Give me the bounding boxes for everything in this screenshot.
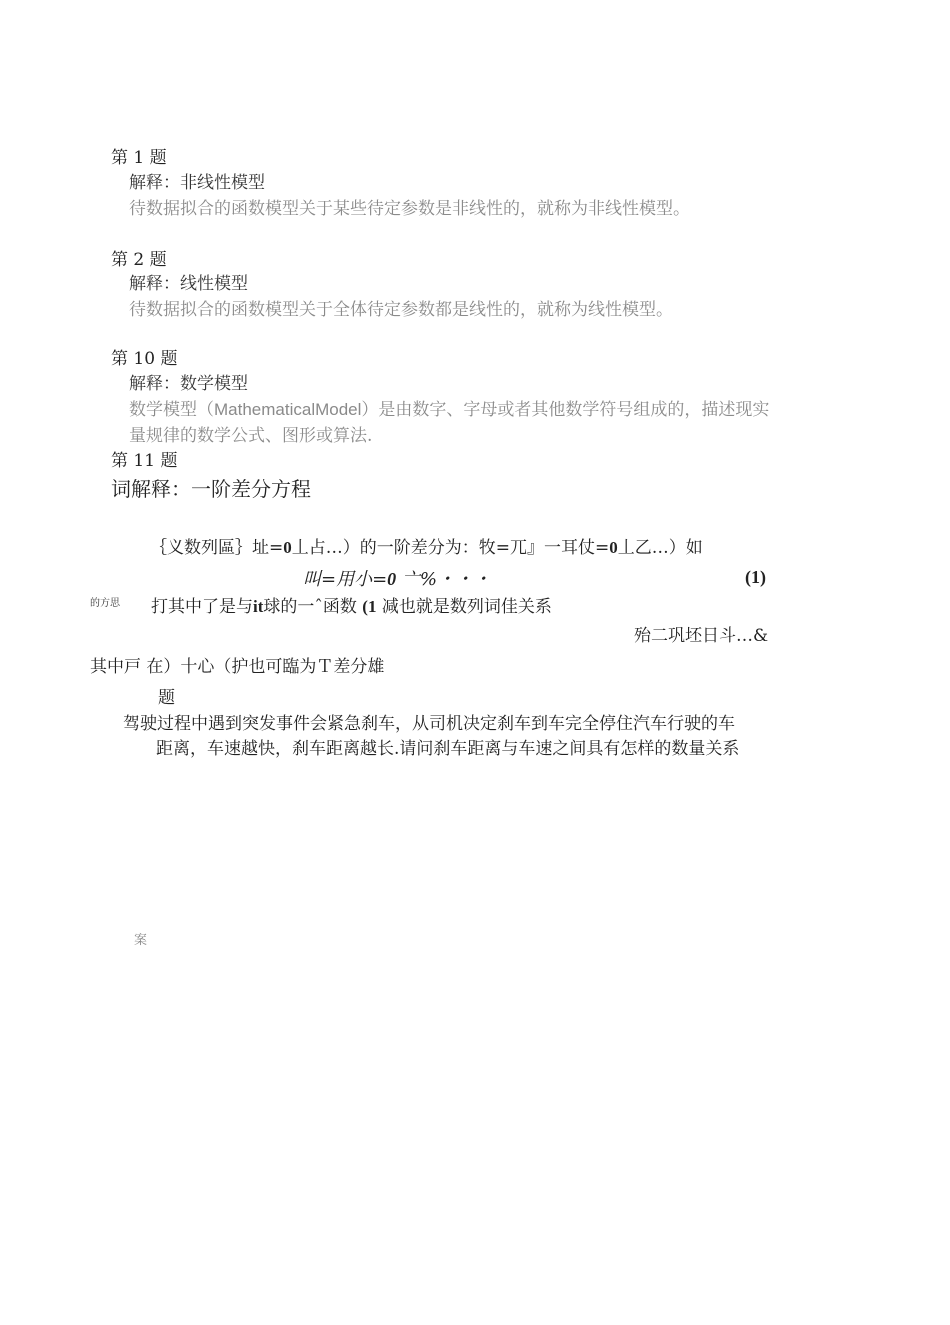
q1-explanation-text: 待数据拟合的函数模型关于某些待定参数是非线性的，就称为非线性模型。 xyxy=(129,199,690,219)
q11-formula xyxy=(303,565,491,591)
q1-label: 第 1 题 xyxy=(111,148,167,168)
q11-line4: 殆二巩坯日斗…& xyxy=(634,626,769,646)
q11-line1-e: 丄乙…）如 xyxy=(617,538,703,558)
q2-explanation-text: 待数据拟合的函数模型关于全体待定参数都是线性的，就称为线性模型。 xyxy=(129,300,673,320)
q10-explanation-text xyxy=(129,395,769,420)
q11-line3-b: it xyxy=(253,597,264,616)
q11-line3-c: 球的一ˆ函数 xyxy=(263,597,363,617)
answer-label: 案 xyxy=(134,933,148,948)
q12-label: 题 xyxy=(158,688,175,708)
q2-explanation-title: 解释：线性模型 xyxy=(129,274,248,294)
q10-text-part-a: 数学模型（ xyxy=(129,400,214,420)
q12-text-line1: 驾驶过程中遇到突发事件会紧急刹车，从司机决定刹车到车完全停住汽车行驶的车 xyxy=(123,714,735,734)
q11-line5: 其中戸 在）十心（护也可臨为Ｔ差分雄 xyxy=(90,657,385,677)
q11-formula-b: 0 xyxy=(387,569,397,589)
q11-label: 第 11 题 xyxy=(111,451,178,471)
q10-text-part-b: ）是由数字、字母或者其他数学符号组成的，描述现实 xyxy=(361,400,770,420)
q11-line1-d: 0 xyxy=(609,538,618,557)
q11-line1-a: ｛义数列區｝址= xyxy=(150,538,284,558)
q11-formula-a: 叫=用小= xyxy=(303,569,388,590)
q2-label: 第 2 题 xyxy=(111,250,167,270)
q12-text-line2: 距离，车速越快，刹车距离越长.请问刹车距离与车速之间具有怎样的数量关系 xyxy=(156,739,740,759)
q11-line3-e: 减也就是数列词佳关系 xyxy=(376,597,552,617)
q11-line3 xyxy=(151,592,552,617)
q1-explanation-title: 解释：非线性模型 xyxy=(129,173,265,193)
q10-explanation-title: 解释：数学模型 xyxy=(129,374,248,394)
q11-line3-a: 打其中了是与 xyxy=(151,597,253,617)
q10-label: 第 10 题 xyxy=(111,349,178,369)
q11-side-note: 的方思 xyxy=(90,598,120,609)
q11-line3-d: (1 xyxy=(362,597,377,616)
q11-definition-line xyxy=(150,533,703,558)
q11-line1-c: 丄占…）的一阶差分为：牧=兀』一耳仗= xyxy=(291,538,610,558)
q10-explanation-text-line2: 量规律的数学公式、图形或算法. xyxy=(129,426,373,446)
q11-formula-number: (1) xyxy=(745,567,766,587)
q11-title: 词解释：一阶差分方程 xyxy=(111,477,311,501)
q11-line1-b: 0 xyxy=(283,538,292,557)
q11-formula-c: 亠%・・・ xyxy=(396,569,491,590)
q10-text-latin: MathematicalModel xyxy=(214,400,362,419)
